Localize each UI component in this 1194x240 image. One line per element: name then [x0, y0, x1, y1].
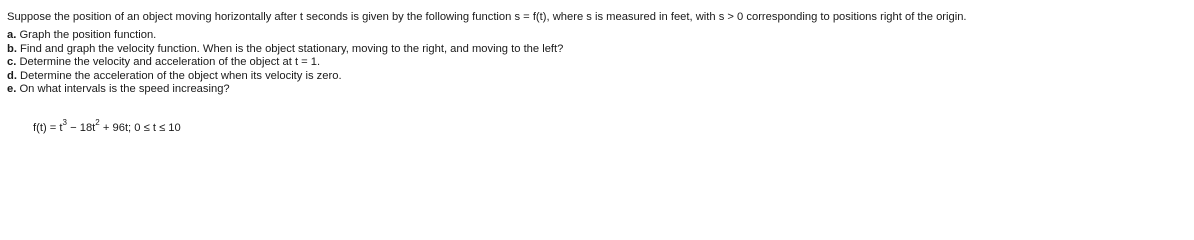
formula-domain: + 96t; 0 ≤ t ≤ 10	[99, 122, 181, 134]
part-c-text: Determine the velocity and acceleration of the object at t = 1.	[16, 56, 321, 69]
part-b-text: Find and graph the velocity function. When is the object stationary, moving to the right, and moving to the left?	[16, 42, 564, 55]
part-d-letter: d.	[7, 69, 17, 82]
part-c-letter: c.	[7, 56, 17, 69]
formula-lhs: f(t) = t	[33, 122, 63, 134]
part-e	[7, 83, 1186, 97]
part-c	[7, 56, 1186, 70]
problem-intro: Suppose the position of an object moving horizontally after t seconds is given by the following function s = f(t), where s is measured in feet, with s > 0 corresponding to positions right of the origin.	[7, 11, 967, 23]
formula-exponent-cubed: 3	[62, 118, 67, 128]
part-e-text: On what intervals is the speed increasing?	[16, 83, 230, 96]
formula-quadratic-term: − 18t	[66, 122, 96, 134]
part-b-letter: b.	[7, 42, 17, 55]
part-a	[7, 29, 1186, 43]
part-a-text: Graph the position function.	[16, 29, 157, 41]
part-d	[7, 70, 1186, 84]
part-a-letter: a.	[7, 29, 17, 41]
problem-statement	[7, 10, 1186, 97]
part-d-text: Determine the acceleration of the object when its velocity is zero.	[16, 69, 342, 82]
part-e-letter: e.	[7, 83, 17, 96]
problem-parts-list	[7, 29, 1186, 97]
formula-exponent-squared: 2	[95, 118, 100, 128]
part-b	[7, 43, 1186, 57]
position-function-formula	[33, 118, 181, 135]
